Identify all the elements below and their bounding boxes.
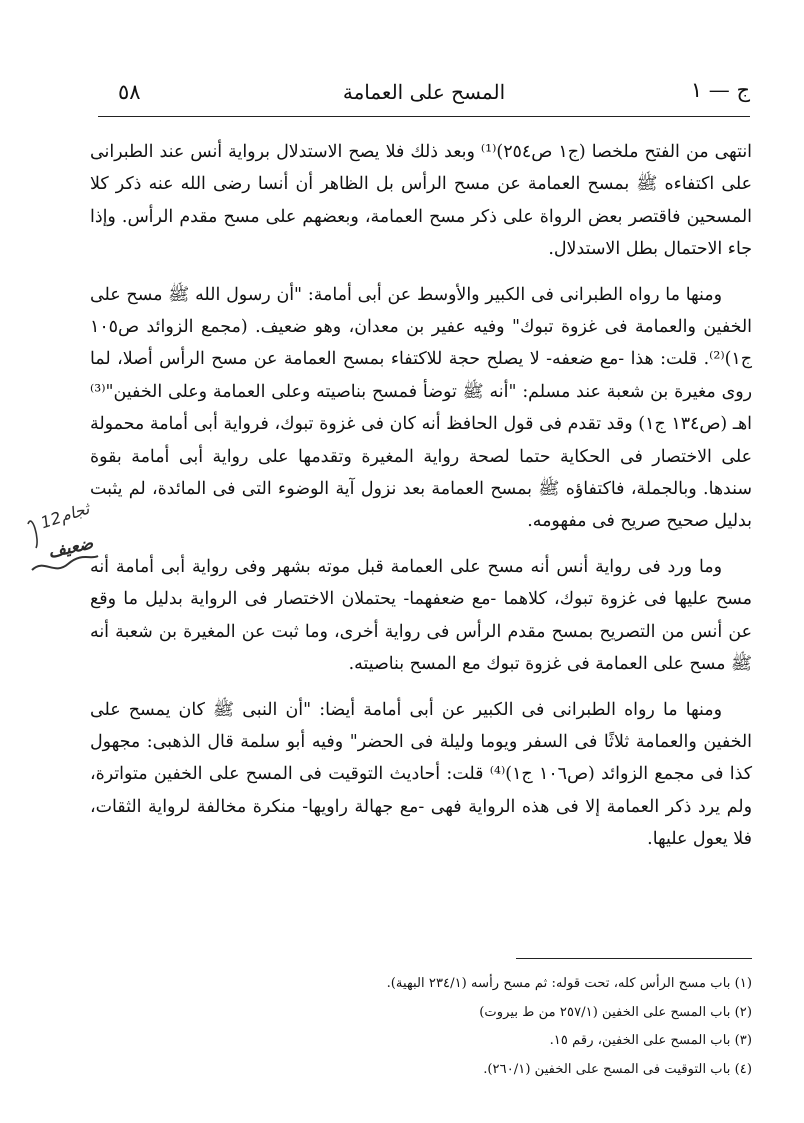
margin-note-line: 12ثجام <box>38 498 92 533</box>
paragraph: انتهى من الفتح ملخصا (ج١ ص٢٥٤)⁽¹⁾ وبعد ذلك فلا يصح الاستدلال برواية أنس عند الطبرانى على اكتفاءه ﷺ بمسح العمامة عن مسح الرأس بل الظاهر أن أنسا رضى الله عنه ذكر كلا المسحين فاقتصر بعض الرواة على ذكر مسح العمامة، وبعضهم على مسح مقدم الرأس. وإذا جاء الاحتمال بطل الاستدلال. <box>90 142 752 260</box>
volume-label: ج — ١ <box>690 78 750 102</box>
main-text <box>90 136 752 869</box>
footnote: (٢) باب المسح على الخفين (٢٥٧/١ من ط بيروت) <box>479 1004 752 1020</box>
paragraph: وما ورد فى رواية أنس أنه مسح على العمامة قبل موته بشهر وفى رواية أبى أمامة أنه مسح عليها فى غزوة تبوك، كلاهما -مع ضعفهما- يحتملان الاختصار فى الرواية بدليل ما وقع عن أنس من التصريح بمسح مقدم الرأس فى رواية أخرى، وما ثبت عن المغيرة بن شعبة أنه ﷺ مسح على العمامة فى غزوة تبوك مع المسح بناصيته. <box>90 556 752 675</box>
page-header <box>98 78 750 114</box>
paragraph: ومنها ما رواه الطبرانى فى الكبير والأوسط عن أبى أمامة: "أن رسول الله ﷺ مسح على الخفين والعمامة فى غزوة تبوك" وفيه عفير بن معدان، وهو ضعيف. (مجمع الزوائد ص١٠٥ ج١)⁽²⁾. قلت: هذا -مع ضعفه- لا يصلح حجة للاكتفاء بمسح العمامة عن مسح الرأس أصلا، لما روى مغيرة بن شعبة عند مسلم: "أنه ﷺ توضأ فمسح بناصيته وعلى العمامة وعلى الخفين"⁽³⁾ اهـ (ص١٣٤ ج١) وقد تقدم فى قول الحافظ أنه كان فى غزوة تبوك، فرواية أبى أمامة محمولة على الاختصار فى الحكاية حتما لصحة رواية المغيرة وتقدمها على رواية أبى أمامة بقوة سندها. وبالجملة، فاكتفاؤه ﷺ بمسح العمامة بعد نزول آية الوضوء التى فى المائدة، لم يثبت بدليل صحيح صريح فى مفهومه. <box>90 284 752 532</box>
footnote: (٤) باب التوقيت فى المسح على الخفين (٢٦٠/١). <box>483 1061 752 1077</box>
footnote: (٣) باب المسح على الخفين، رقم ١٥. <box>549 1033 752 1049</box>
chapter-title: المسح على العمامة <box>342 80 506 104</box>
paragraph: ومنها ما رواه الطبرانى فى الكبير عن أبى أمامة أيضا: "أن النبى ﷺ كان يمسح على الخفين والعمامة ثلاثًا فى السفر ويوما وليلة فى الحضر" وفيه أبو سلمة قال الذهبى: مجهول كذا فى مجمع الزوائد (ص١٠٦ ج١)⁽⁴⁾ قلت: أحاديث التوقيت فى المسح على الخفين متواترة، ولم يرد ذكر العمامة إلا فى هذه الرواية فهى -مع جهالة راويها- منكرة مخالفة لرواية الثقات، فلا يعول عليها. <box>90 699 752 850</box>
header-rule <box>98 116 750 117</box>
footnotes <box>120 970 752 1084</box>
footnote-rule <box>516 958 752 959</box>
margin-note-line: ضعیف <box>46 533 95 563</box>
handwritten-margin-note <box>10 500 102 582</box>
page-number: ٥٨ <box>118 80 141 104</box>
footnote: (١) باب مسح الرأس كله، تحت قوله: ثم مسح رأسه (٢٣٤/١ البهية). <box>386 976 752 991</box>
